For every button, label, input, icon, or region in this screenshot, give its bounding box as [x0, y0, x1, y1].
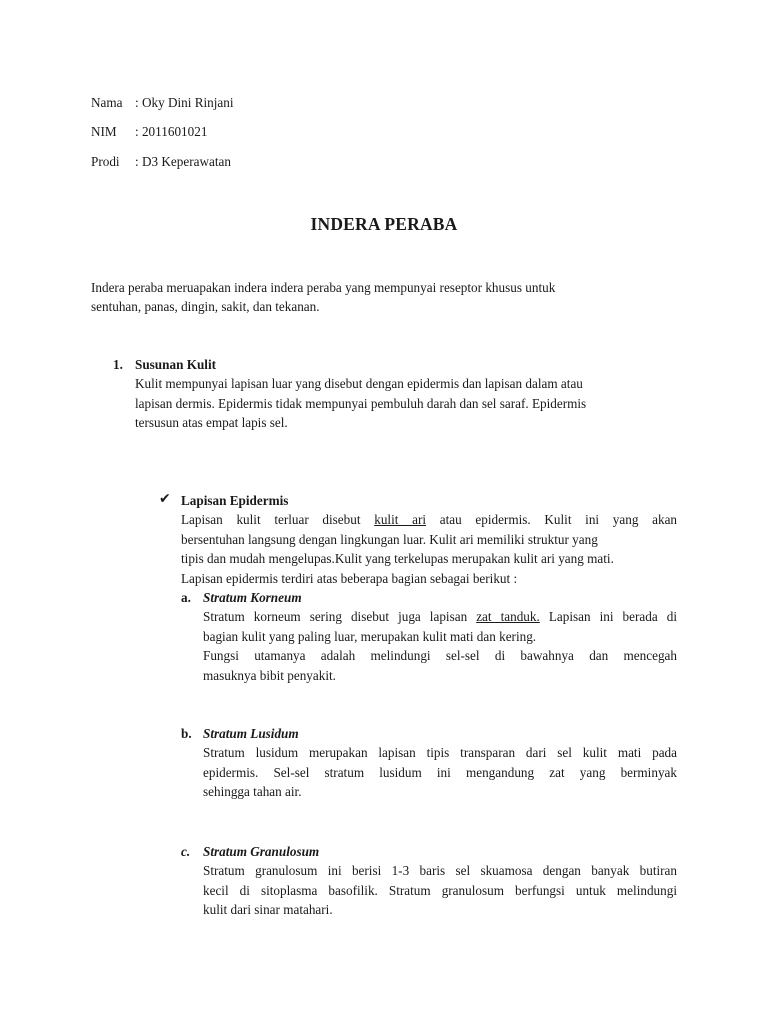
granulosum-line: kulit dari sinar matahari.: [203, 902, 333, 917]
epidermis-text: Lapisan kulit terluar disebut: [181, 512, 361, 527]
epidermis-line: bersentuhan langsung dengan lingkungan luar. Kulit ari memiliki struktur yang: [181, 531, 598, 547]
korneum-line-1: [203, 607, 677, 627]
epidermis-line-1: [181, 510, 677, 530]
korneum-line: Fungsi utamanya adalah melindungi sel-sel di bawahnya dan mencegah: [203, 648, 677, 663]
epidermis-term: kulit ari: [374, 512, 427, 527]
epidermis-line: tipis dan mudah mengelupas.Kulit yang terkelupas merupakan kulit ari yang mati.: [181, 551, 614, 566]
section-1-line: lapisan dermis. Epidermis tidak mempunyai pembuluh darah dan sel saraf. Epidermis: [135, 395, 587, 411]
nim-value: : 2011601021: [135, 124, 208, 139]
list-letter-c: c.: [181, 844, 191, 859]
checkmark-icon: ✔: [159, 491, 171, 507]
prodi-label: Prodi: [91, 154, 120, 169]
stratum-heading: Stratum Korneum: [203, 590, 302, 605]
epidermis-line: Lapisan epidermis terdiri atas beberapa bagian sebagai berikut :: [181, 570, 518, 586]
stratum-heading: Stratum Lusidum: [203, 726, 299, 741]
lusidum-line: epidermis. Sel-sel stratum lusidum ini mengandung zat yang berminyak: [203, 764, 677, 780]
korneum-line: bagian kulit yang paling luar, merupakan kulit mati dan kering.: [203, 628, 537, 644]
korneum-term: zat tanduk.: [476, 609, 540, 624]
nama-value: : Oky Dini Rinjani: [135, 95, 234, 110]
nim-label: NIM: [91, 124, 117, 139]
section-1-line: tersusun atas empat lapis sel.: [135, 415, 288, 430]
section-1-line: Kulit mempunyai lapisan luar yang disebut dengan epidermis dan lapisan dalam atau: [135, 376, 583, 391]
korneum-text: Lapisan ini berada di: [548, 609, 677, 624]
nama-label: Nama: [91, 95, 123, 110]
stratum-heading: Stratum Granulosum: [203, 844, 320, 859]
subsection-heading: Lapisan Epidermis: [181, 493, 289, 508]
korneum-text: Stratum korneum sering disebut juga lapisan: [203, 609, 468, 624]
stratum-korneum-body: [203, 607, 677, 685]
list-letter-b: b.: [181, 726, 192, 741]
granulosum-line: Stratum granulosum ini berisi 1-3 baris sel skuamosa dengan banyak butiran: [203, 863, 677, 878]
prodi-value: : D3 Keperawatan: [135, 154, 231, 169]
intro-line-2: sentuhan, panas, dingin, sakit, dan tekanan.: [91, 299, 320, 314]
epidermis-body: [181, 510, 677, 588]
korneum-line: masuknya bibit penyakit.: [203, 667, 336, 683]
intro-line-1: Indera peraba meruapakan indera indera peraba yang mempunyai reseptor khusus untuk: [91, 280, 556, 295]
section-number: 1.: [113, 357, 123, 372]
section-1-body: [135, 374, 677, 433]
granulosum-line: kecil di sitoplasma basofilik. Stratum granulosum berfungsi untuk melindungi: [203, 882, 677, 898]
stratum-granulosum-body: [203, 861, 677, 920]
page-title: INDERA PERABA: [310, 214, 458, 234]
list-letter-a: a.: [181, 590, 191, 605]
epidermis-text: atau epidermis. Kulit ini yang akan: [439, 512, 678, 527]
lusidum-line: sehingga tahan air.: [203, 784, 302, 799]
lusidum-line: Stratum lusidum merupakan lapisan tipis transparan dari sel kulit mati pada: [203, 745, 677, 760]
section-heading: Susunan Kulit: [135, 357, 217, 372]
stratum-lusidum-body: [203, 743, 677, 802]
